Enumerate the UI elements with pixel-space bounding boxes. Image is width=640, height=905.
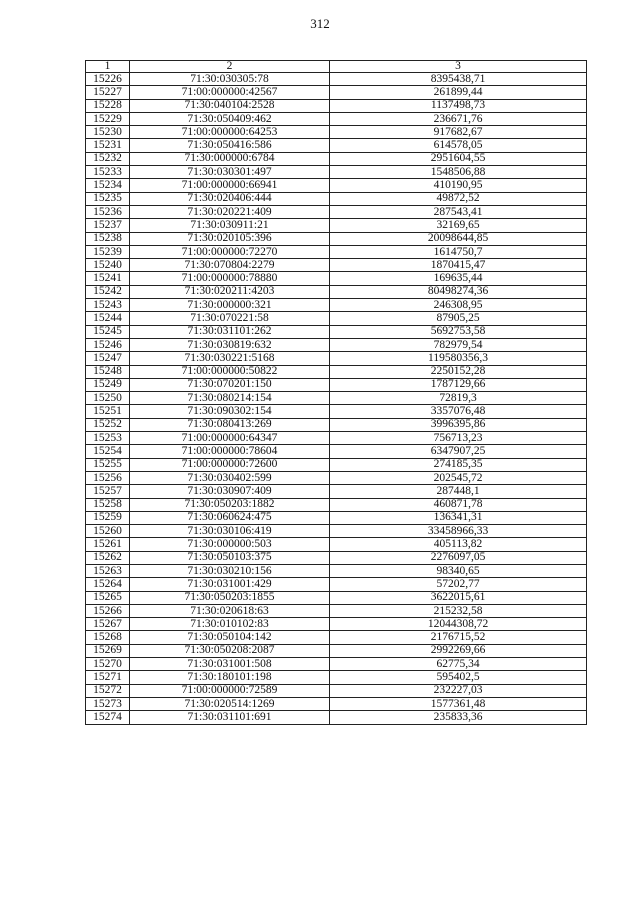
table-row xyxy=(86,73,587,86)
table-row xyxy=(86,232,587,245)
cadastral-number-cell: 71:30:070201:150 xyxy=(130,378,330,391)
cadastral-number-cell: 71:00:000000:64347 xyxy=(130,432,330,445)
row-number-cell: 15230 xyxy=(86,126,130,139)
table-row xyxy=(86,551,587,564)
cadastral-number-cell: 71:30:080413:269 xyxy=(130,418,330,431)
table-row xyxy=(86,471,587,484)
row-number-cell: 15238 xyxy=(86,232,130,245)
cadastral-value-cell: 235833,36 xyxy=(330,711,587,724)
cadastral-number-cell: 71:30:030305:78 xyxy=(130,73,330,86)
table-row xyxy=(86,498,587,511)
cadastral-value-cell: 287543,41 xyxy=(330,205,587,218)
cadastral-value-cell: 756713,23 xyxy=(330,432,587,445)
cadastral-number-cell: 71:30:031001:508 xyxy=(130,658,330,671)
cadastral-number-cell: 71:30:070804:2279 xyxy=(130,259,330,272)
table-row xyxy=(86,192,587,205)
table-row xyxy=(86,631,587,644)
cadastral-number-cell: 71:30:040104:2528 xyxy=(130,99,330,112)
table-row xyxy=(86,618,587,631)
row-number-cell: 15268 xyxy=(86,631,130,644)
cadastral-value-cell: 33458966,33 xyxy=(330,525,587,538)
cadastral-number-cell: 71:30:030911:21 xyxy=(130,219,330,232)
cadastral-value-cell: 5692753,58 xyxy=(330,325,587,338)
row-number-cell: 15245 xyxy=(86,325,130,338)
cadastral-number-cell: 71:30:090302:154 xyxy=(130,405,330,418)
row-number-cell: 15272 xyxy=(86,684,130,697)
cadastral-value-cell: 215232,58 xyxy=(330,604,587,617)
cadastral-value-cell: 8395438,71 xyxy=(330,73,587,86)
row-number-cell: 15267 xyxy=(86,618,130,631)
cadastral-value-cell: 3622015,61 xyxy=(330,591,587,604)
cadastral-value-cell: 3996395,86 xyxy=(330,418,587,431)
cadastral-value-cell: 287448,1 xyxy=(330,485,587,498)
cadastral-value-cell: 261899,44 xyxy=(330,86,587,99)
cadastral-value-cell: 614578,05 xyxy=(330,139,587,152)
table-row xyxy=(86,86,587,99)
row-number-cell: 15257 xyxy=(86,485,130,498)
cadastral-number-cell: 71:30:020221:409 xyxy=(130,205,330,218)
cadastral-number-cell: 71:30:050203:1882 xyxy=(130,498,330,511)
row-number-cell: 15231 xyxy=(86,139,130,152)
cadastral-value-cell: 32169,65 xyxy=(330,219,587,232)
row-number-cell: 15235 xyxy=(86,192,130,205)
cadastral-number-cell: 71:30:050409:462 xyxy=(130,112,330,125)
table-row xyxy=(86,272,587,285)
table-header-row xyxy=(86,61,587,73)
row-number-cell: 15254 xyxy=(86,445,130,458)
cadastral-number-cell: 71:30:020514:1269 xyxy=(130,697,330,710)
row-number-cell: 15263 xyxy=(86,564,130,577)
table-body xyxy=(86,73,587,725)
table-row xyxy=(86,671,587,684)
row-number-cell: 15270 xyxy=(86,658,130,671)
page-number: 312 xyxy=(310,16,330,31)
row-number-cell: 15234 xyxy=(86,179,130,192)
table-row xyxy=(86,299,587,312)
cadastral-number-cell: 71:00:000000:72600 xyxy=(130,458,330,471)
cadastral-value-cell: 49872,52 xyxy=(330,192,587,205)
row-number-cell: 15249 xyxy=(86,378,130,391)
cadastral-number-cell: 71:30:030402:599 xyxy=(130,471,330,484)
table-row xyxy=(86,259,587,272)
row-number-cell: 15241 xyxy=(86,272,130,285)
cadastral-number-cell: 71:00:000000:66941 xyxy=(130,179,330,192)
cadastral-number-cell: 71:00:000000:50822 xyxy=(130,365,330,378)
column-header-3: 3 xyxy=(330,61,587,73)
cadastral-value-cell: 80498274,36 xyxy=(330,285,587,298)
table-row xyxy=(86,578,587,591)
row-number-cell: 15232 xyxy=(86,152,130,165)
table-row xyxy=(86,644,587,657)
row-number-cell: 15227 xyxy=(86,86,130,99)
row-number-cell: 15239 xyxy=(86,245,130,258)
cadastral-number-cell: 71:30:030106:419 xyxy=(130,525,330,538)
cadastral-number-cell: 71:30:020618:63 xyxy=(130,604,330,617)
table-row xyxy=(86,205,587,218)
row-number-cell: 15248 xyxy=(86,365,130,378)
table-row xyxy=(86,378,587,391)
cadastral-value-table xyxy=(85,60,587,725)
row-number-cell: 15237 xyxy=(86,219,130,232)
cadastral-number-cell: 71:00:000000:72270 xyxy=(130,245,330,258)
row-number-cell: 15229 xyxy=(86,112,130,125)
row-number-cell: 15233 xyxy=(86,166,130,179)
cadastral-value-cell: 2250152,28 xyxy=(330,365,587,378)
row-number-cell: 15259 xyxy=(86,511,130,524)
table-row xyxy=(86,418,587,431)
table-row xyxy=(86,432,587,445)
table-row xyxy=(86,458,587,471)
cadastral-number-cell: 71:30:000000:321 xyxy=(130,299,330,312)
row-number-cell: 15255 xyxy=(86,458,130,471)
cadastral-value-cell: 169635,44 xyxy=(330,272,587,285)
cadastral-value-cell: 12044308,72 xyxy=(330,618,587,631)
row-number-cell: 15246 xyxy=(86,338,130,351)
row-number-cell: 15243 xyxy=(86,299,130,312)
cadastral-number-cell: 71:30:030819:632 xyxy=(130,338,330,351)
table-row xyxy=(86,112,587,125)
table-row xyxy=(86,564,587,577)
cadastral-number-cell: 71:30:050104:142 xyxy=(130,631,330,644)
cadastral-number-cell: 71:00:000000:78604 xyxy=(130,445,330,458)
cadastral-value-cell: 6347907,25 xyxy=(330,445,587,458)
column-header-2: 2 xyxy=(130,61,330,73)
table-row xyxy=(86,219,587,232)
table-row xyxy=(86,511,587,524)
cadastral-value-cell: 98340,65 xyxy=(330,564,587,577)
cadastral-value-cell: 1614750,7 xyxy=(330,245,587,258)
table-row xyxy=(86,325,587,338)
row-number-cell: 15247 xyxy=(86,352,130,365)
cadastral-number-cell: 71:00:000000:78880 xyxy=(130,272,330,285)
row-number-cell: 15266 xyxy=(86,604,130,617)
cadastral-value-cell: 202545,72 xyxy=(330,471,587,484)
table-row xyxy=(86,245,587,258)
column-header-1: 1 xyxy=(86,61,130,73)
cadastral-value-cell: 405113,82 xyxy=(330,538,587,551)
table-row xyxy=(86,312,587,325)
cadastral-number-cell: 71:30:030907:409 xyxy=(130,485,330,498)
cadastral-number-cell: 71:30:050416:586 xyxy=(130,139,330,152)
cadastral-value-cell: 1548506,88 xyxy=(330,166,587,179)
table-row xyxy=(86,166,587,179)
cadastral-number-cell: 71:30:010102:83 xyxy=(130,618,330,631)
cadastral-number-cell: 71:30:031101:691 xyxy=(130,711,330,724)
cadastral-value-cell: 1787129,66 xyxy=(330,378,587,391)
table-row xyxy=(86,711,587,724)
row-number-cell: 15265 xyxy=(86,591,130,604)
table-row xyxy=(86,179,587,192)
cadastral-number-cell: 71:30:020211:4203 xyxy=(130,285,330,298)
cadastral-number-cell: 71:30:030210:156 xyxy=(130,564,330,577)
row-number-cell: 15252 xyxy=(86,418,130,431)
cadastral-value-cell: 782979,54 xyxy=(330,338,587,351)
row-number-cell: 15269 xyxy=(86,644,130,657)
table-row xyxy=(86,285,587,298)
row-number-cell: 15262 xyxy=(86,551,130,564)
table-row xyxy=(86,405,587,418)
row-number-cell: 15240 xyxy=(86,259,130,272)
cadastral-value-cell: 236671,76 xyxy=(330,112,587,125)
cadastral-value-cell: 2951604,55 xyxy=(330,152,587,165)
row-number-cell: 15271 xyxy=(86,671,130,684)
row-number-cell: 15244 xyxy=(86,312,130,325)
row-number-cell: 15226 xyxy=(86,73,130,86)
cadastral-value-cell: 595402,5 xyxy=(330,671,587,684)
cadastral-value-cell: 917682,67 xyxy=(330,126,587,139)
table-row xyxy=(86,126,587,139)
row-number-cell: 15274 xyxy=(86,711,130,724)
row-number-cell: 15250 xyxy=(86,392,130,405)
cadastral-value-cell: 62775,34 xyxy=(330,658,587,671)
row-number-cell: 15264 xyxy=(86,578,130,591)
table-row xyxy=(86,684,587,697)
cadastral-value-cell: 274185,35 xyxy=(330,458,587,471)
cadastral-value-cell: 2176715,52 xyxy=(330,631,587,644)
cadastral-number-cell: 71:30:020105:396 xyxy=(130,232,330,245)
cadastral-number-cell: 71:30:050208:2087 xyxy=(130,644,330,657)
row-number-cell: 15251 xyxy=(86,405,130,418)
cadastral-number-cell: 71:30:030221:5168 xyxy=(130,352,330,365)
table-row xyxy=(86,697,587,710)
cadastral-value-cell: 1137498,73 xyxy=(330,99,587,112)
table-row xyxy=(86,99,587,112)
cadastral-value-cell: 232227,03 xyxy=(330,684,587,697)
table-row xyxy=(86,658,587,671)
cadastral-value-cell: 136341,31 xyxy=(330,511,587,524)
cadastral-value-cell: 2992269,66 xyxy=(330,644,587,657)
row-number-cell: 15236 xyxy=(86,205,130,218)
cadastral-number-cell: 71:30:000000:503 xyxy=(130,538,330,551)
table-row xyxy=(86,525,587,538)
cadastral-number-cell: 71:30:060624:475 xyxy=(130,511,330,524)
cadastral-value-cell: 20098644,85 xyxy=(330,232,587,245)
table-row xyxy=(86,445,587,458)
cadastral-number-cell: 71:30:070221:58 xyxy=(130,312,330,325)
cadastral-number-cell: 71:30:031101:262 xyxy=(130,325,330,338)
cadastral-number-cell: 71:30:050203:1855 xyxy=(130,591,330,604)
row-number-cell: 15253 xyxy=(86,432,130,445)
cadastral-number-cell: 71:00:000000:72589 xyxy=(130,684,330,697)
table-row xyxy=(86,604,587,617)
table-row xyxy=(86,392,587,405)
table-row xyxy=(86,152,587,165)
cadastral-value-cell: 246308,95 xyxy=(330,299,587,312)
cadastral-value-cell: 3357076,48 xyxy=(330,405,587,418)
row-number-cell: 15258 xyxy=(86,498,130,511)
cadastral-number-cell: 71:00:000000:42567 xyxy=(130,86,330,99)
cadastral-value-cell: 119580356,3 xyxy=(330,352,587,365)
table-row xyxy=(86,139,587,152)
table-row xyxy=(86,485,587,498)
cadastral-value-cell: 460871,78 xyxy=(330,498,587,511)
table-row xyxy=(86,352,587,365)
row-number-cell: 15228 xyxy=(86,99,130,112)
row-number-cell: 15273 xyxy=(86,697,130,710)
cadastral-number-cell: 71:30:030301:497 xyxy=(130,166,330,179)
cadastral-value-cell: 72819,3 xyxy=(330,392,587,405)
row-number-cell: 15261 xyxy=(86,538,130,551)
cadastral-value-cell: 410190,95 xyxy=(330,179,587,192)
row-number-cell: 15256 xyxy=(86,471,130,484)
row-number-cell: 15242 xyxy=(86,285,130,298)
cadastral-number-cell: 71:30:020406:444 xyxy=(130,192,330,205)
cadastral-value-cell: 1577361,48 xyxy=(330,697,587,710)
cadastral-value-cell: 57202,77 xyxy=(330,578,587,591)
cadastral-number-cell: 71:30:050103:375 xyxy=(130,551,330,564)
table-row xyxy=(86,591,587,604)
cadastral-number-cell: 71:00:000000:64253 xyxy=(130,126,330,139)
cadastral-value-cell: 1870415,47 xyxy=(330,259,587,272)
cadastral-number-cell: 71:30:000000:6784 xyxy=(130,152,330,165)
cadastral-value-cell: 2276097,05 xyxy=(330,551,587,564)
table-row xyxy=(86,338,587,351)
table-row xyxy=(86,538,587,551)
table-row xyxy=(86,365,587,378)
cadastral-number-cell: 71:30:180101:198 xyxy=(130,671,330,684)
cadastral-number-cell: 71:30:080214:154 xyxy=(130,392,330,405)
cadastral-number-cell: 71:30:031001:429 xyxy=(130,578,330,591)
row-number-cell: 15260 xyxy=(86,525,130,538)
cadastral-value-cell: 87905,25 xyxy=(330,312,587,325)
